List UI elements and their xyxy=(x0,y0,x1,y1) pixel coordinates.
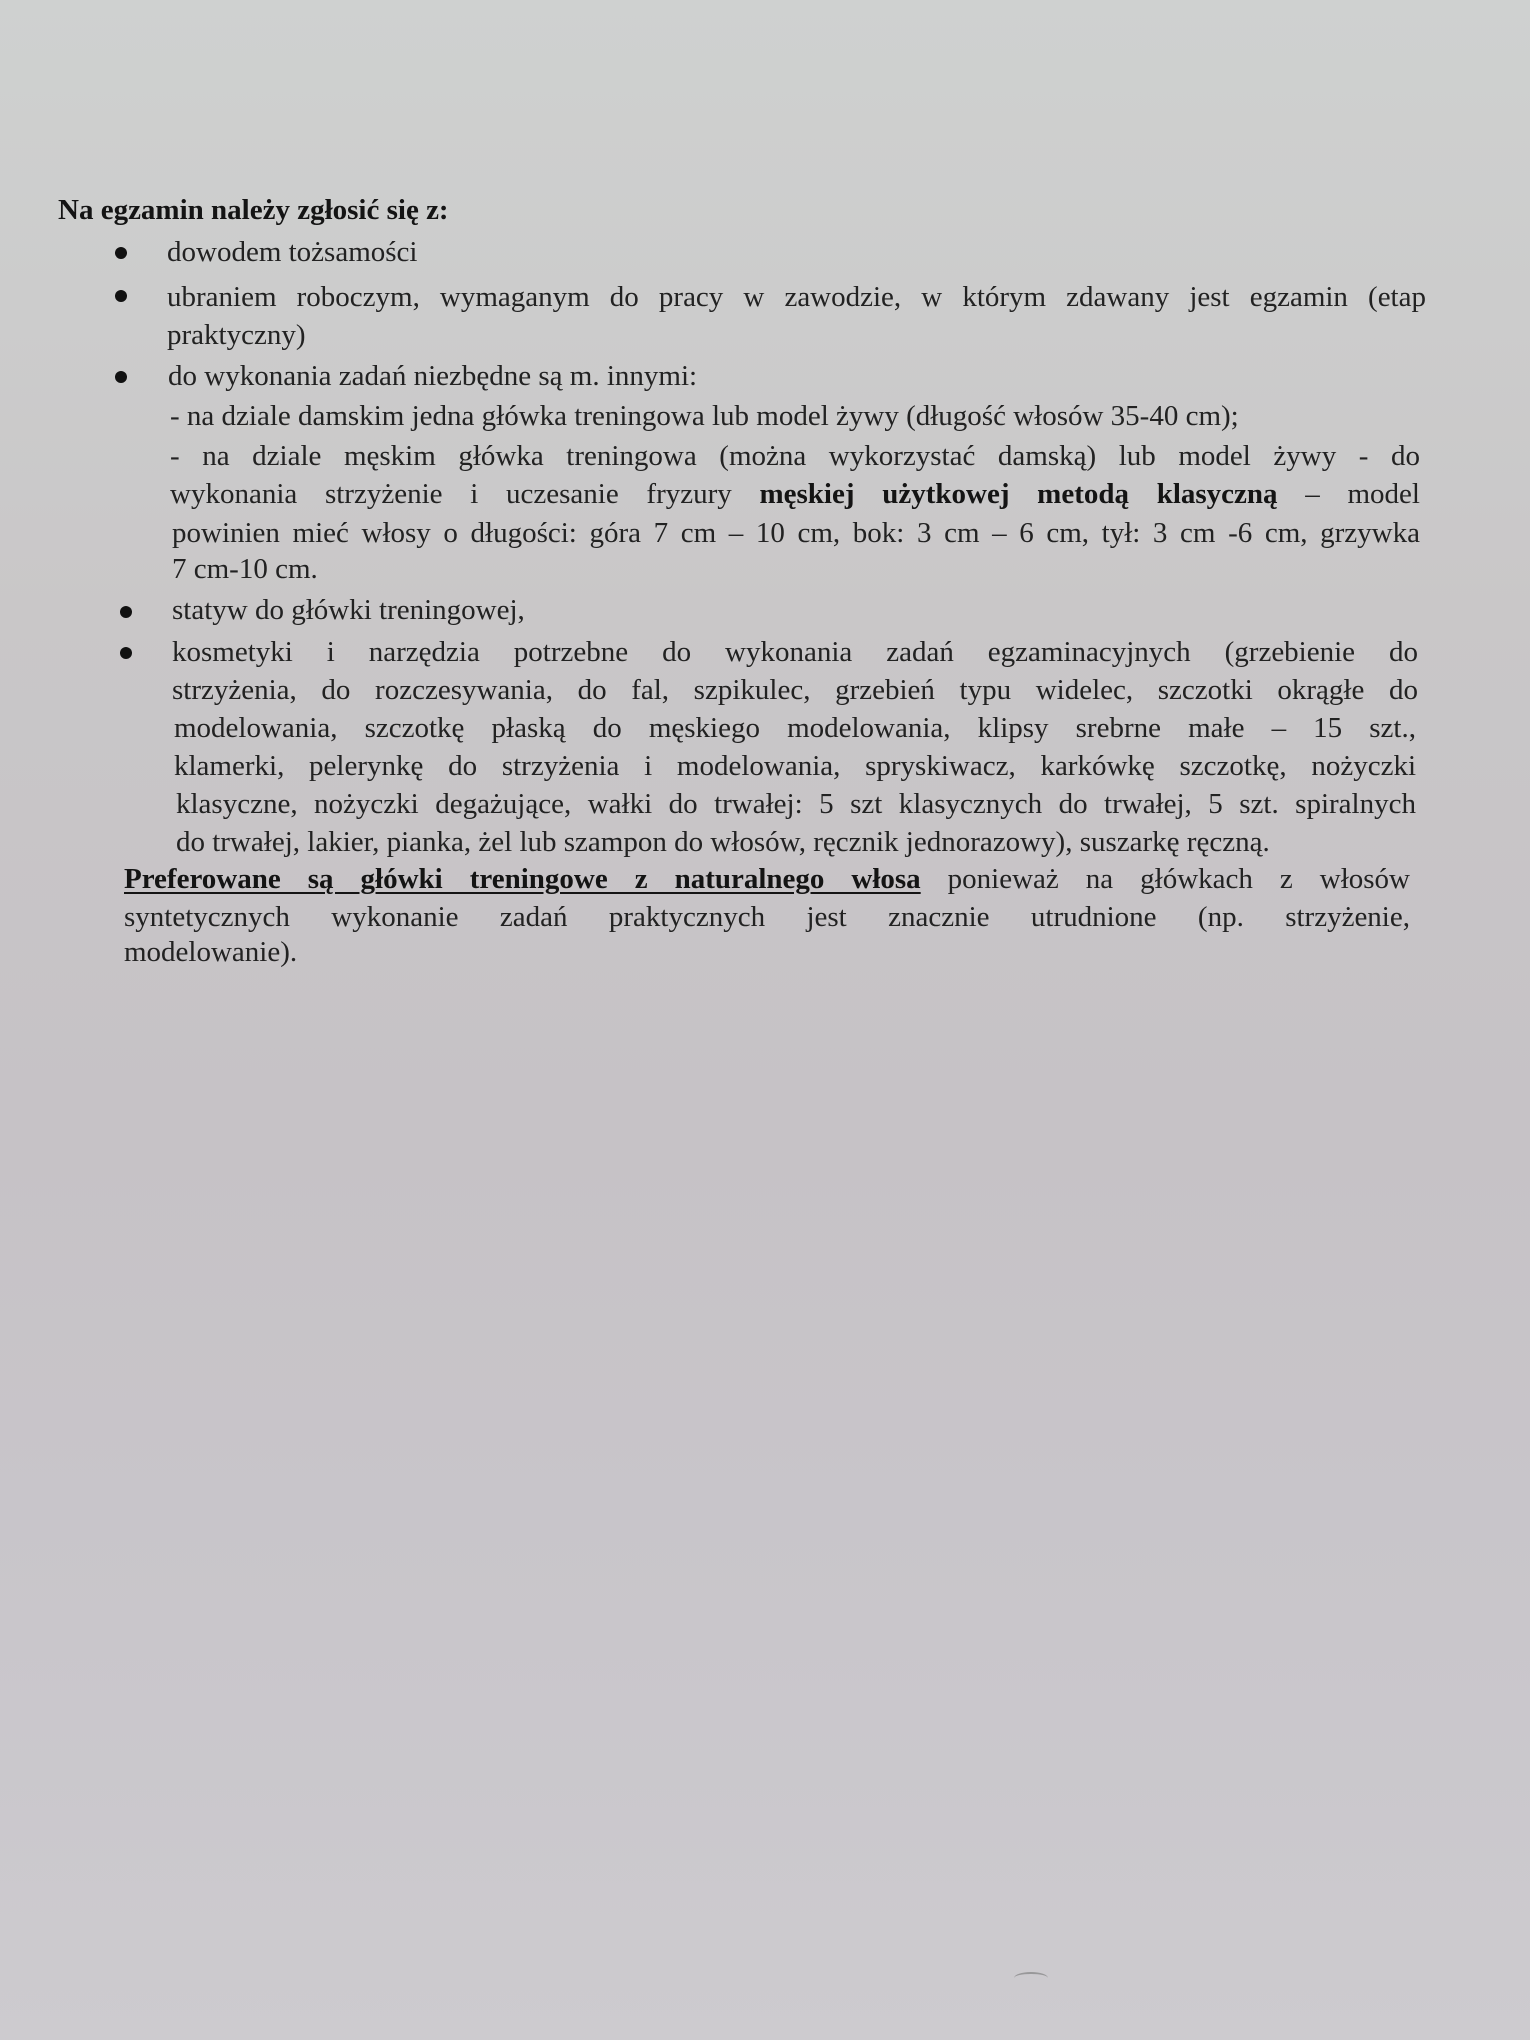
note-emphasis: Preferowane są główki treningowe z naturalnego włosa xyxy=(124,863,921,895)
sub-item-male-bold-text: męskiej użytkowej metodą klasyczną xyxy=(759,478,1278,510)
bullet-marker xyxy=(115,247,127,259)
note-line-3: modelowanie). xyxy=(124,936,298,968)
sub-item-male-text: wykonania strzyżenie i uczesanie fryzury xyxy=(170,478,760,510)
bullet-5-line-5: klasyczne, nożyczki degażujące, wałki do trwałej: 5 szt klasycznych do trwałej, 5 szt. spiralnych xyxy=(176,788,1416,820)
bullet-marker xyxy=(115,371,127,383)
bullet-marker xyxy=(120,647,132,659)
bullet-5-line-4: klamerki, pelerynkę do strzyżenia i modelowania, spryskiwacz, karkówkę szczotkę, nożyczki xyxy=(174,750,1416,782)
bullet-2-line-2: praktyczny) xyxy=(167,319,306,351)
sub-item-male-line-2 xyxy=(170,478,1420,511)
sub-item-male-text-end: – model xyxy=(1277,478,1420,510)
bullet-5-line-3: modelowania, szczotkę płaską do męskiego modelowania, klipsy srebrne małe – 15 szt., xyxy=(174,712,1416,744)
bullet-3-line-1: do wykonania zadań niezbędne są m. innymi: xyxy=(168,360,698,392)
note-line-2: syntetycznych wykonanie zadań praktycznych jest znacznie utrudnione (np. strzyżenie, xyxy=(124,901,1410,933)
document-heading: Na egzamin należy zgłosić się z: xyxy=(58,194,449,226)
note-text: ponieważ na główkach z włosów xyxy=(920,863,1410,895)
sub-item-female: - na dziale damskim jedna główka treningowa lub model żywy (długość włosów 35-40 cm); xyxy=(170,400,1239,432)
sub-item-male-line-3: powinien mieć włosy o długości: góra 7 cm – 10 cm, bok: 3 cm – 6 cm, tył: 3 cm -6 cm, grzywka xyxy=(172,517,1420,549)
paper-mark xyxy=(1014,1972,1048,1984)
note-line-1 xyxy=(124,863,1410,896)
sub-item-male-line-4: 7 cm-10 cm. xyxy=(172,553,318,585)
bullet-5-line-2: strzyżenia, do rozczesywania, do fal, szpikulec, grzebień typu widelec, szczotki okrągłe do xyxy=(172,674,1418,706)
bullet-marker xyxy=(120,606,132,618)
bullet-4-line-1: statyw do główki treningowej, xyxy=(172,594,525,626)
bullet-1-line-1: dowodem tożsamości xyxy=(167,236,418,268)
sub-item-male-line-1: - na dziale męskim główka treningowa (można wykorzystać damską) lub model żywy - do xyxy=(170,440,1420,472)
bullet-5-line-1: kosmetyki i narzędzia potrzebne do wykonania zadań egzaminacyjnych (grzebienie do xyxy=(172,636,1418,668)
bullet-marker xyxy=(115,290,127,302)
bullet-2-line-1: ubraniem roboczym, wymaganym do pracy w zawodzie, w którym zdawany jest egzamin (etap xyxy=(167,281,1426,313)
bullet-5-line-6: do trwałej, lakier, pianka, żel lub szampon do włosów, ręcznik jednorazowy), suszarkę ręczną. xyxy=(176,826,1270,858)
